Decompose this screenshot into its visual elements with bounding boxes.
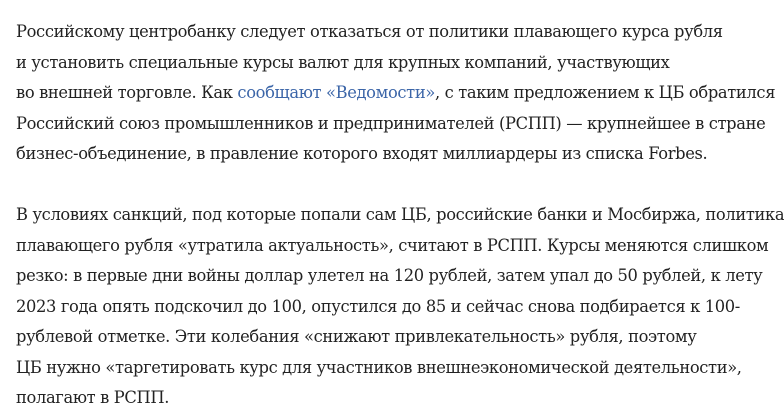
paragraph-1-line-1: Российскому центробанку следует отказаться от политики плавающего курса рубля [16,22,723,41]
line-3-text-after-link: , с таким предложением к ЦБ обратился [434,83,776,102]
paragraph-1-line-5: бизнес-объединение, в правление которого входят миллиардеры из списка Forbes. [16,144,708,163]
paragraph-1-line-3 [16,78,784,109]
paragraph-2-line-4: 2023 года опять подскочил до 100, опустился до 85 и сейчас снова подбирается к 100- [16,296,740,316]
paragraph-1-line-2: и установить специальные курсы валют для крупных компаний, участвующих [16,52,670,72]
paragraph-1 [16,17,784,170]
paragraph-2-line-3: резко: в первые дни войны доллар улетел на 120 рублей, затем упал до 50 рублей, к лету [16,266,763,285]
article-body [16,17,784,414]
paragraph-1-line-4: Российский союз промышленников и предпринимателей (РСПП) — крупнейшее в стране [16,113,766,133]
paragraph-2-line-7: полагают в РСПП. [16,388,170,407]
paragraph-2-line-1: В условиях санкций, под которые попали сам ЦБ, российские банки и Мосбиржа, политика [16,205,784,224]
line-3-text-before-link: во внешней торговле. Как [16,83,238,102]
paragraph-2 [16,200,784,414]
paragraph-2-line-6: ЦБ нужно «таргетировать курс для участников внешнеэкономической деятельности», [16,357,742,377]
vedomosti-source-link[interactable]: сообщают «Ведомости» [237,83,435,102]
paragraph-2-line-5: рублевой отметке. Эти колебания «снижают привлекательность» рубля, поэтому [16,327,697,346]
paragraph-2-line-2: плавающего рубля «утратила актуальность», считают в РСПП. Курсы меняются слишком [16,235,769,255]
paragraph-spacer [16,170,784,201]
